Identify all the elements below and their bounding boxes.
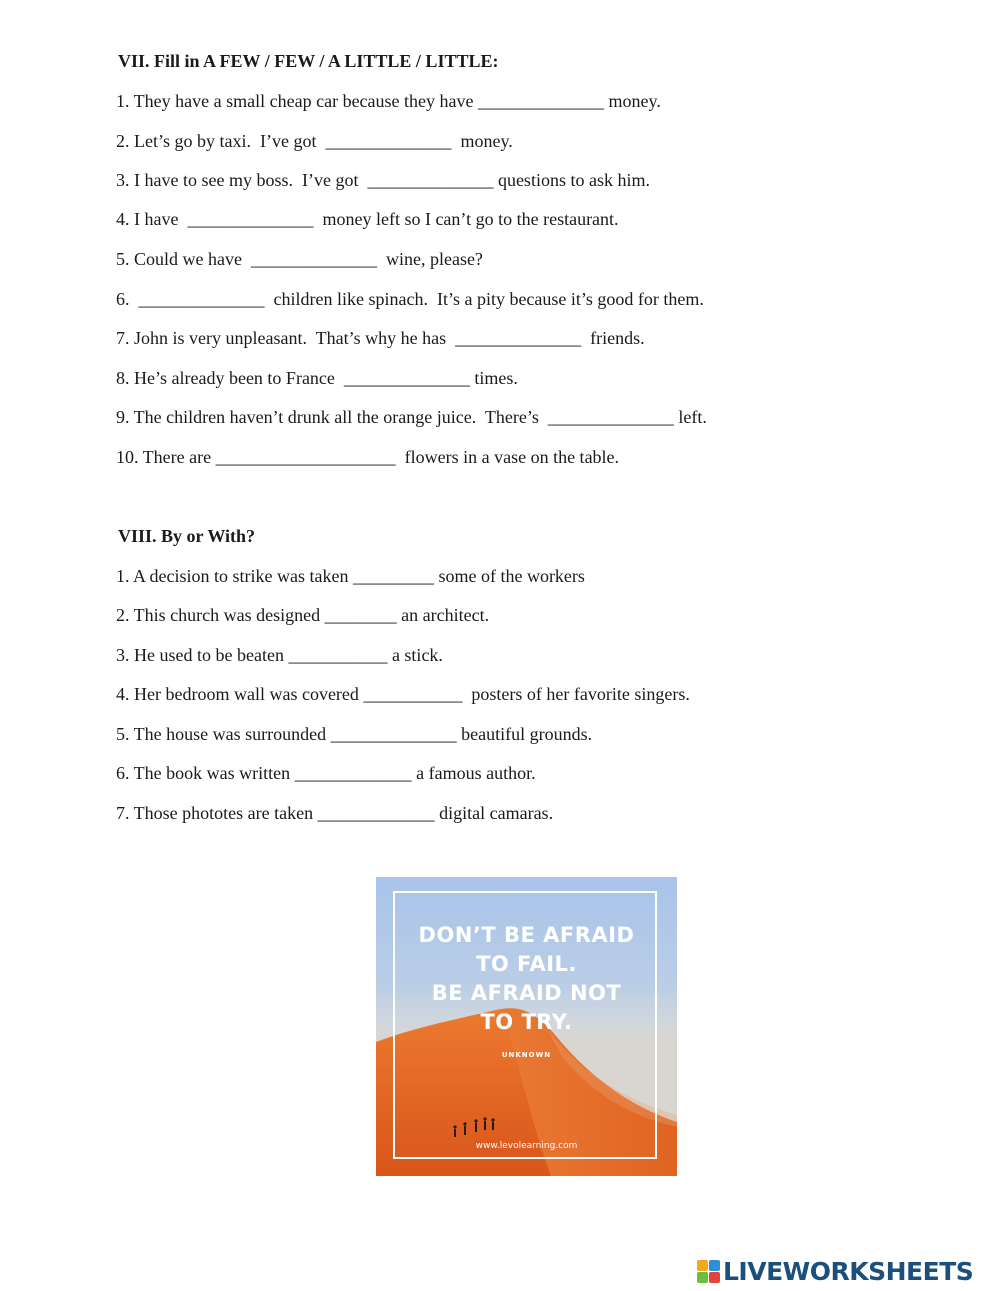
exercise7-item-4: 4. I have ______________ money left so I can’t go to the restaurant. [116,209,619,229]
brand-name: LIVEWORKSHEETS [723,1256,974,1286]
exercise8-item-2: 2. This church was designed ________ an architect. [116,605,490,625]
exercise7-item-3: 3. I have to see my boss. I’ve got ______________ questions to ask him. [116,170,650,190]
exercise7-item-1: 1. They have a small cheap car because they have ______________ money. [116,91,661,111]
exercise7-item-7: 7. John is very unpleasant. That’s why he has ______________ friends. [116,328,645,348]
exercise7-item-6: 6. ______________ children like spinach. It’s a pity because it’s good for them. [116,289,704,309]
exercise8-item-6: 6. The book was written _____________ a famous author. [116,763,536,783]
exercise7-item-2: 2. Let’s go by taxi. I’ve got ______________ money. [116,131,513,151]
exercise8-item-5: 5. The house was surrounded ______________ beautiful grounds. [116,724,593,744]
exercise8-item-1: 1. A decision to strike was taken _________ some of the workers [116,566,585,586]
liveworksheets-icon [697,1260,720,1283]
motivational-poster-image [376,877,677,1176]
section7-heading: VII. Fill in A FEW / FEW / A LITTLE / LITTLE: [118,51,499,71]
section8-heading: VIII. By or With? [118,526,256,546]
quote-line-2: TO FAIL. [476,952,577,976]
exercise7-item-8: 8. He’s already been to France ______________ times. [116,368,518,388]
liveworksheets-logo [697,1257,973,1285]
exercise8-item-3: 3. He used to be beaten ___________ a stick. [116,645,443,665]
quote-line-3: BE AFRAID NOT [431,981,622,1005]
poster-quote [376,921,677,1037]
quote-author: UNKNOWN [501,1051,552,1059]
exercise8-item-7: 7. Those phototes are taken _____________ digital camaras. [116,803,554,823]
quote-line-1: DON’T BE AFRAID [418,923,635,947]
poster-website: www.levolearning.com [475,1141,578,1151]
exercise8-item-4: 4. Her bedroom wall was covered ___________ posters of her favorite singers. [116,684,690,704]
exercise7-item-5: 5. Could we have ______________ wine, please? [116,249,483,269]
quote-line-4: TO TRY. [480,1010,573,1034]
exercise7-item-10: 10. There are ____________________ flowers in a vase on the table. [116,447,620,467]
exercise7-item-9: 9. The children haven’t drunk all the orange juice. There’s ______________ left. [116,407,707,427]
